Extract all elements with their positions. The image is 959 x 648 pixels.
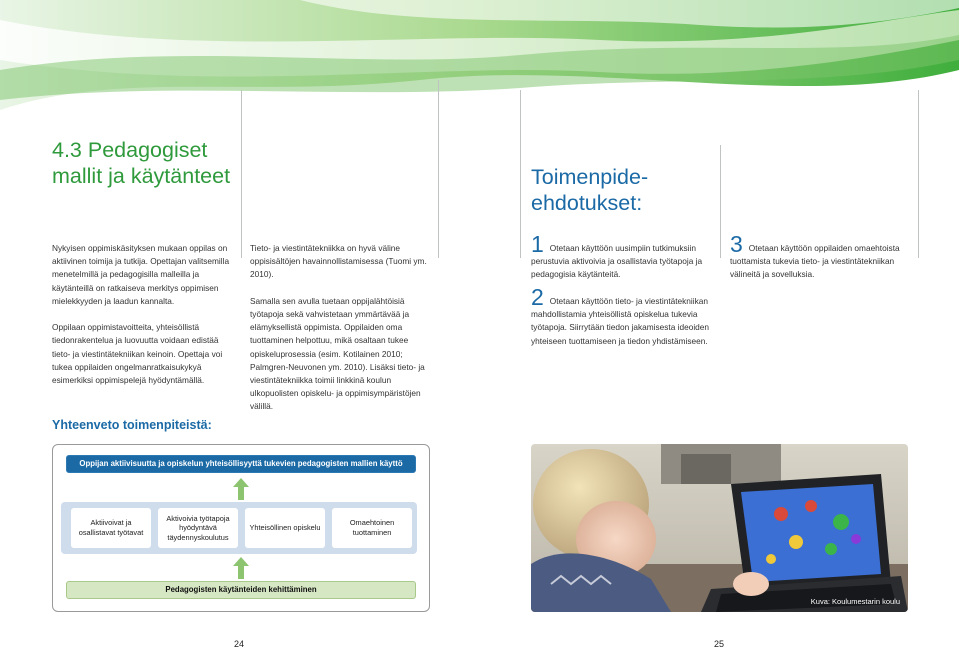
recommendation-number: 2 xyxy=(531,284,544,310)
summary-cards-band xyxy=(61,502,417,554)
summary-diagram xyxy=(52,444,430,612)
recommendation-1 xyxy=(531,231,711,282)
summary-title: Yhteenveto toimenpiteistä: xyxy=(52,418,212,432)
summary-bottom-bar: Pedagogisten käytänteiden kehittäminen xyxy=(66,581,416,599)
classroom-photo xyxy=(531,444,908,612)
recommendation-2 xyxy=(531,284,711,348)
body-column-2 xyxy=(250,242,430,427)
summary-card: Aktivoivia työtapoja hyödyntävä täydennyskoulutus xyxy=(158,508,238,548)
summary-card: Aktiivoivat ja osallistavat työtavat xyxy=(71,508,151,548)
decorative-banner xyxy=(0,0,959,120)
paragraph: Samalla sen avulla tuetaan oppijalähtöisiä työtapoja sekä vahvistetaan ymmärtävää ja elämyksellistä oppimista. Oppilaiden oma tuottaminen helpottuu, mikä osaltaan tukee opiskeluprosessia (esim. Kotilainen 2010; Palmgren-Neuvonen ym. 2010). Lisäksi tieto- ja viestintätekniikka toimii linkkinä koulun ulkopuolisten opiskelu- ja oppimisympäristöjen välillä. xyxy=(250,295,425,412)
column-divider xyxy=(438,80,439,258)
recommendation-text: Otetaan käyttöön tieto- ja viestintätekniikan mahdollistamia yhteisöllistä opiskelua tukevia työtapoja. Siirrytään tiedon jakamisesta ideoiden yhteiseen tuottamiseen ja tiedon yhdistämiseen. xyxy=(531,296,710,346)
summary-card: Yhteisöllinen opiskelu xyxy=(245,508,325,548)
photo-caption: Kuva: Koulumestarin koulu xyxy=(810,597,900,606)
page-title: 4.3 Pedagogiset mallit ja käytänteet xyxy=(52,138,231,188)
paragraph: Nykyisen oppimiskäsityksen mukaan oppilas on aktiivinen toimija ja tutkija. Opettajan valitsemilla menetelmillä ja pedagogisilla malleilla ja käytänteillä on ratkaiseva merkitys oppimisen mielekkyyden ja laadun kannalta. xyxy=(52,243,230,306)
up-arrow-icon xyxy=(233,478,249,500)
recommendation-number: 1 xyxy=(531,231,544,257)
recommendation-text: Otetaan käyttöön uusimpiin tutkimuksiin perustuvia aktivoivia ja osallistavia työtapoja ja pedagogisia käytänteitä. xyxy=(531,243,703,280)
recommendations-title: Toimenpide-ehdotukset: xyxy=(531,165,649,215)
recommendation-3 xyxy=(730,231,910,282)
up-arrow-icon xyxy=(233,557,249,579)
column-divider xyxy=(918,90,919,258)
paragraph: Tieto- ja viestintätekniikka on hyvä väline oppisisältöjen havainnollistamisessa (Tuomi ym. 2010). xyxy=(250,243,427,280)
summary-card: Omaehtoinen tuottaminen xyxy=(332,508,412,548)
page-number-right: 25 xyxy=(714,639,725,648)
column-divider xyxy=(520,90,521,258)
recommendation-number: 3 xyxy=(730,231,743,257)
paragraph: Oppilaan oppimistavoitteita, yhteisöllistä tiedonrakentelua ja luovuutta voidaan edistää tieto- ja viestintätekniikan keinoin. Opettaja voi tukea oppilaiden ongelmanratkaisukykyä esimerkiksi oppimispelejä hyödyntämällä. xyxy=(52,322,223,386)
body-column-1 xyxy=(52,242,230,400)
recommendation-text: Otetaan käyttöön oppilaiden omaehtoista tuottamista tukevia tieto- ja viestintätekniikan välineitä ja sovelluksia. xyxy=(730,243,900,280)
summary-top-bar: Oppijan aktiivisuutta ja opiskelun yhteisöllisyyttä tukevien pedagogisten mallien käyttö xyxy=(66,455,416,473)
page-number-left: 24 xyxy=(234,639,245,648)
